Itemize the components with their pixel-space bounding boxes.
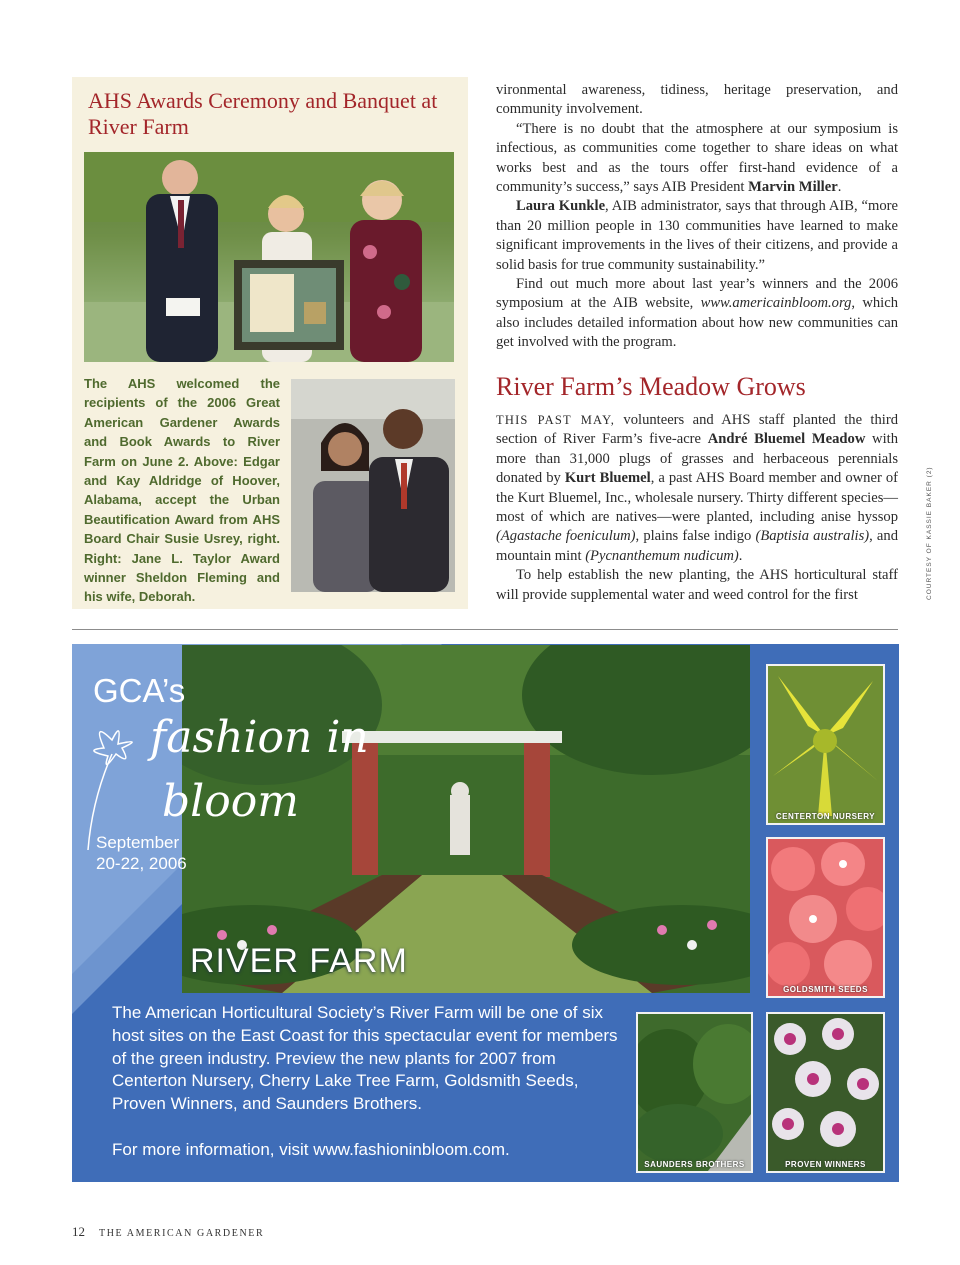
article-paragraph: Find out much more about last year’s winners and the 2006 symposium at the AIB website, www.americainbloom.org, which also includes detailed information about how new communities can get involved with the program. — [496, 276, 898, 351]
article-paragraph: To help establish the new planting, the AHS horticultural staff will provide supplemental water and weed control for the first — [496, 567, 898, 603]
lead-in: THIS PAST MAY, — [496, 413, 616, 427]
thumb-label: PROVEN WINNERS — [785, 1160, 866, 1169]
section-heading: River Farm’s Meadow Grows — [496, 372, 806, 401]
article-column-bottom — [496, 411, 898, 605]
photo-credit: COURTESY OF KASSIE BAKER (2) — [926, 466, 933, 600]
gca-logo: GCA’s — [93, 672, 186, 709]
publication-name: THE AMERICAN GARDENER — [99, 1228, 265, 1239]
page-number: 12 — [72, 1224, 85, 1239]
thumb-label: CENTERTON NURSERY — [775, 812, 876, 821]
saunders-boxwood-photo — [636, 1012, 753, 1173]
river-farm-title: RIVER FARM — [190, 942, 408, 980]
photo-caption: The AHS welcomed the recipients of the 2006 Great American Gardener Awards and Book Awards to River Farm on June 2. Above: Edgar and Kay Aldridge of Hoover, Alabama, accept the Urban Beautification Award from AHS Board Chair Susie Usrey, right. Right: Jane L. Taylor Award winner Sheldon Fleming and his wife, Deborah. — [84, 376, 280, 605]
article-paragraph: vironmental awareness, tidiness, heritage preservation, and community involvement. — [496, 82, 898, 118]
ad-body-text: The American Horticultural Society’s River Farm will be one of six host sites on the East Coast for this spectacular event for members of the green industry. Preview the new plants for 2007 from Centerton Nursery, Cherry Lake Tree Farm, Goldsmith Seeds, Proven Winners, and Saunders Brothers. — [112, 1003, 618, 1114]
divider — [72, 629, 898, 630]
page-footer — [72, 1224, 264, 1240]
awards-photo — [84, 152, 454, 362]
article-paragraph: “There is no doubt that the atmosphere at our symposium is infectious, as communities come together to share ideas on what works best and as the tours offer first-hand evidence of a community’s success,” says AIB President Marvin Miller. — [496, 120, 898, 196]
couple-photo — [291, 379, 455, 592]
ad-website-link[interactable]: For more information, visit www.fashioninbloom.com. — [112, 1140, 510, 1159]
article-column-top — [496, 81, 898, 353]
person-name: Laura Kunkle — [516, 198, 606, 215]
person-name: Marvin Miller — [748, 179, 838, 196]
thumb-label: SAUNDERS BROTHERS — [644, 1160, 745, 1169]
fashion-script-title: fashion in — [150, 712, 369, 763]
goldsmith-geranium-photo — [766, 837, 885, 998]
centerton-lily-photo — [766, 664, 885, 825]
bloom-script-title: bloom — [162, 776, 299, 827]
thumb-label: GOLDSMITH SEEDS — [783, 985, 868, 994]
website-link[interactable]: www.americainbloom.org — [700, 295, 852, 312]
sidebar-title: AHS Awards Ceremony and Banquet at River Farm — [88, 88, 438, 139]
proven-winners-phlox-photo — [766, 1012, 885, 1173]
event-date: September 20-22, 2006 — [96, 833, 187, 873]
article-paragraph: Laura Kunkle, AIB administrator, says that through AIB, “more than 20 million people in 130 communities have learned to make significant improvements in the lives of their citizens, and provide a solid basis for true community sustainability.” — [496, 198, 898, 273]
article-paragraph: THIS PAST MAY, volunteers and AHS staff planted the third section of River Farm’s five-acre André Bluemel Meadow with more than 31,000 plugs of grasses and herbaceous perennials donated by Kurt Bluemel, a past AHS Board member and owner of the Kurt Bluemel, Inc., wholesale nursery. Thirty different species—most of which are natives—were planted, including anise hyssop (Agastache foeniculum), plains false indigo (Baptisia australis), and mountain mint (Pycnanthemum nudicum). — [496, 412, 898, 564]
